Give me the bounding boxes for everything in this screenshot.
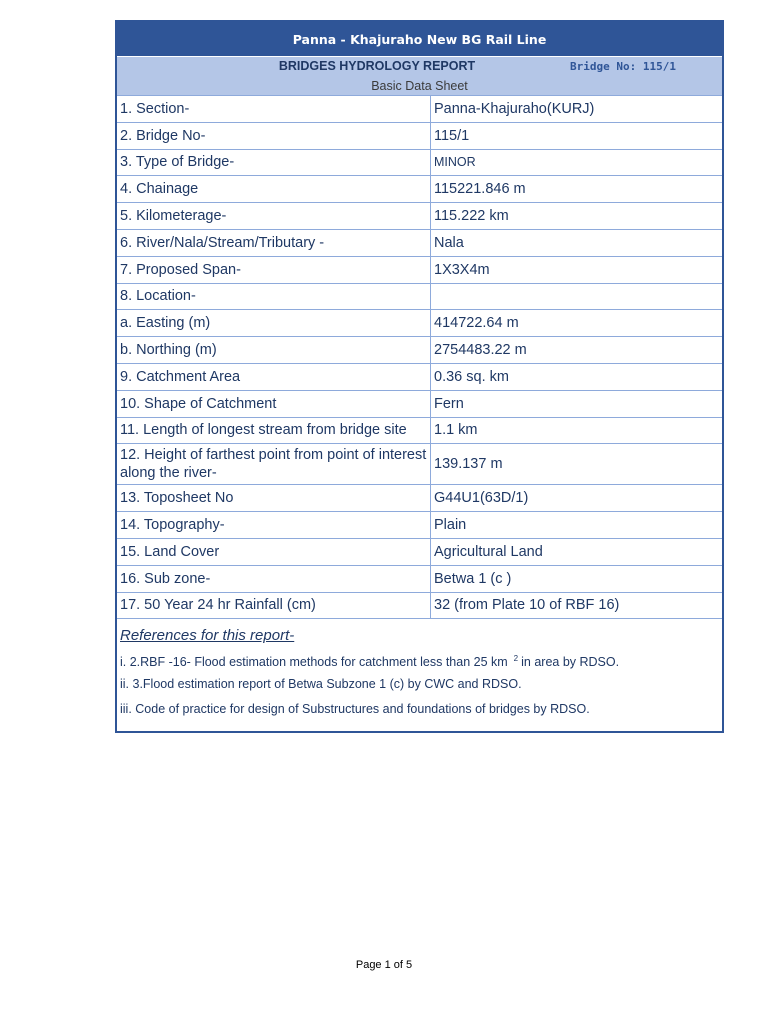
reference-item: iii. Code of practice for design of Substructures and foundations of bridges by RDSO.	[120, 702, 590, 717]
row-value	[431, 283, 723, 310]
reference-text: in area by RDSO.	[521, 655, 620, 670]
row-value: 115221.846 m	[431, 176, 723, 203]
row-value: 0.36 sq. km	[431, 363, 723, 390]
reference-text: i. 2.RBF -16- Flood estimation methods for catchment less than 25 km	[120, 655, 508, 670]
document-title: Panna - Khajuraho New BG Rail Line	[117, 22, 722, 56]
row-label: 12. Height of farthest point from point of interest along the river-	[117, 444, 431, 485]
reference-item: ii. 3.Flood estimation report of Betwa Subzone 1 (c) by CWC and RDSO.	[120, 677, 522, 692]
table-row	[117, 337, 722, 364]
row-value: Plain	[431, 512, 723, 539]
row-label: 14. Topography-	[117, 512, 431, 539]
row-value: G44U1(63D/1)	[431, 485, 723, 512]
bridge-number-label: Bridge No: 115/1	[570, 60, 676, 73]
row-value: 115/1	[431, 122, 723, 149]
basic-data-sheet	[115, 20, 724, 733]
row-value: 139.137 m	[431, 444, 723, 485]
page-number: Page 1 of 5	[355, 959, 413, 971]
row-value: MINOR	[431, 149, 723, 176]
row-label: a. Easting (m)	[117, 310, 431, 337]
table-row	[117, 229, 722, 256]
table-row	[117, 283, 722, 310]
table-row	[117, 485, 722, 512]
superscript: 2	[513, 654, 519, 664]
table-row	[117, 592, 722, 618]
references-title: References for this report-	[120, 627, 295, 645]
row-value: 414722.64 m	[431, 310, 723, 337]
row-value: Fern	[431, 390, 723, 417]
row-label: 2. Bridge No-	[117, 122, 431, 149]
data-table	[117, 95, 722, 618]
row-value: Betwa 1 (c )	[431, 565, 723, 592]
table-row	[117, 417, 722, 444]
table-row	[117, 256, 722, 283]
table-row	[117, 538, 722, 565]
table-row	[117, 149, 722, 176]
row-value: Panna-Khajuraho(KURJ)	[431, 96, 723, 123]
sheet-title: Basic Data Sheet	[371, 79, 468, 93]
row-label: 6. River/Nala/Stream/Tributary -	[117, 229, 431, 256]
references-section	[117, 618, 722, 731]
row-value: Agricultural Land	[431, 538, 723, 565]
report-title: BRIDGES HYDROLOGY REPORT	[278, 59, 476, 73]
row-label: b. Northing (m)	[117, 337, 431, 364]
table-row	[117, 363, 722, 390]
table-row	[117, 96, 722, 123]
row-label: 10. Shape of Catchment	[117, 390, 431, 417]
row-label: 16. Sub zone-	[117, 565, 431, 592]
row-label: 13. Toposheet No	[117, 485, 431, 512]
row-value: Nala	[431, 229, 723, 256]
row-label: 15. Land Cover	[117, 538, 431, 565]
row-label: 17. 50 Year 24 hr Rainfall (cm)	[117, 592, 431, 618]
table-row	[117, 565, 722, 592]
table-row	[117, 444, 722, 485]
row-value: 115.222 km	[431, 203, 723, 230]
row-value: 1X3X4m	[431, 256, 723, 283]
reference-item	[120, 650, 719, 675]
report-subheader	[117, 56, 722, 95]
row-label: 4. Chainage	[117, 176, 431, 203]
table-row	[117, 310, 722, 337]
row-label: 7. Proposed Span-	[117, 256, 431, 283]
row-label: 8. Location-	[117, 283, 431, 310]
row-value: 1.1 km	[431, 417, 723, 444]
table-row	[117, 122, 722, 149]
row-label: 9. Catchment Area	[117, 363, 431, 390]
table-row	[117, 176, 722, 203]
table-row	[117, 390, 722, 417]
row-value: 2754483.22 m	[431, 337, 723, 364]
row-label: 3. Type of Bridge-	[117, 149, 431, 176]
row-label: 1. Section-	[117, 96, 431, 123]
table-row	[117, 203, 722, 230]
row-label: 11. Length of longest stream from bridge site	[117, 417, 431, 444]
row-label: 5. Kilometerage-	[117, 203, 431, 230]
table-row	[117, 512, 722, 539]
row-value: 32 (from Plate 10 of RBF 16)	[431, 592, 723, 618]
